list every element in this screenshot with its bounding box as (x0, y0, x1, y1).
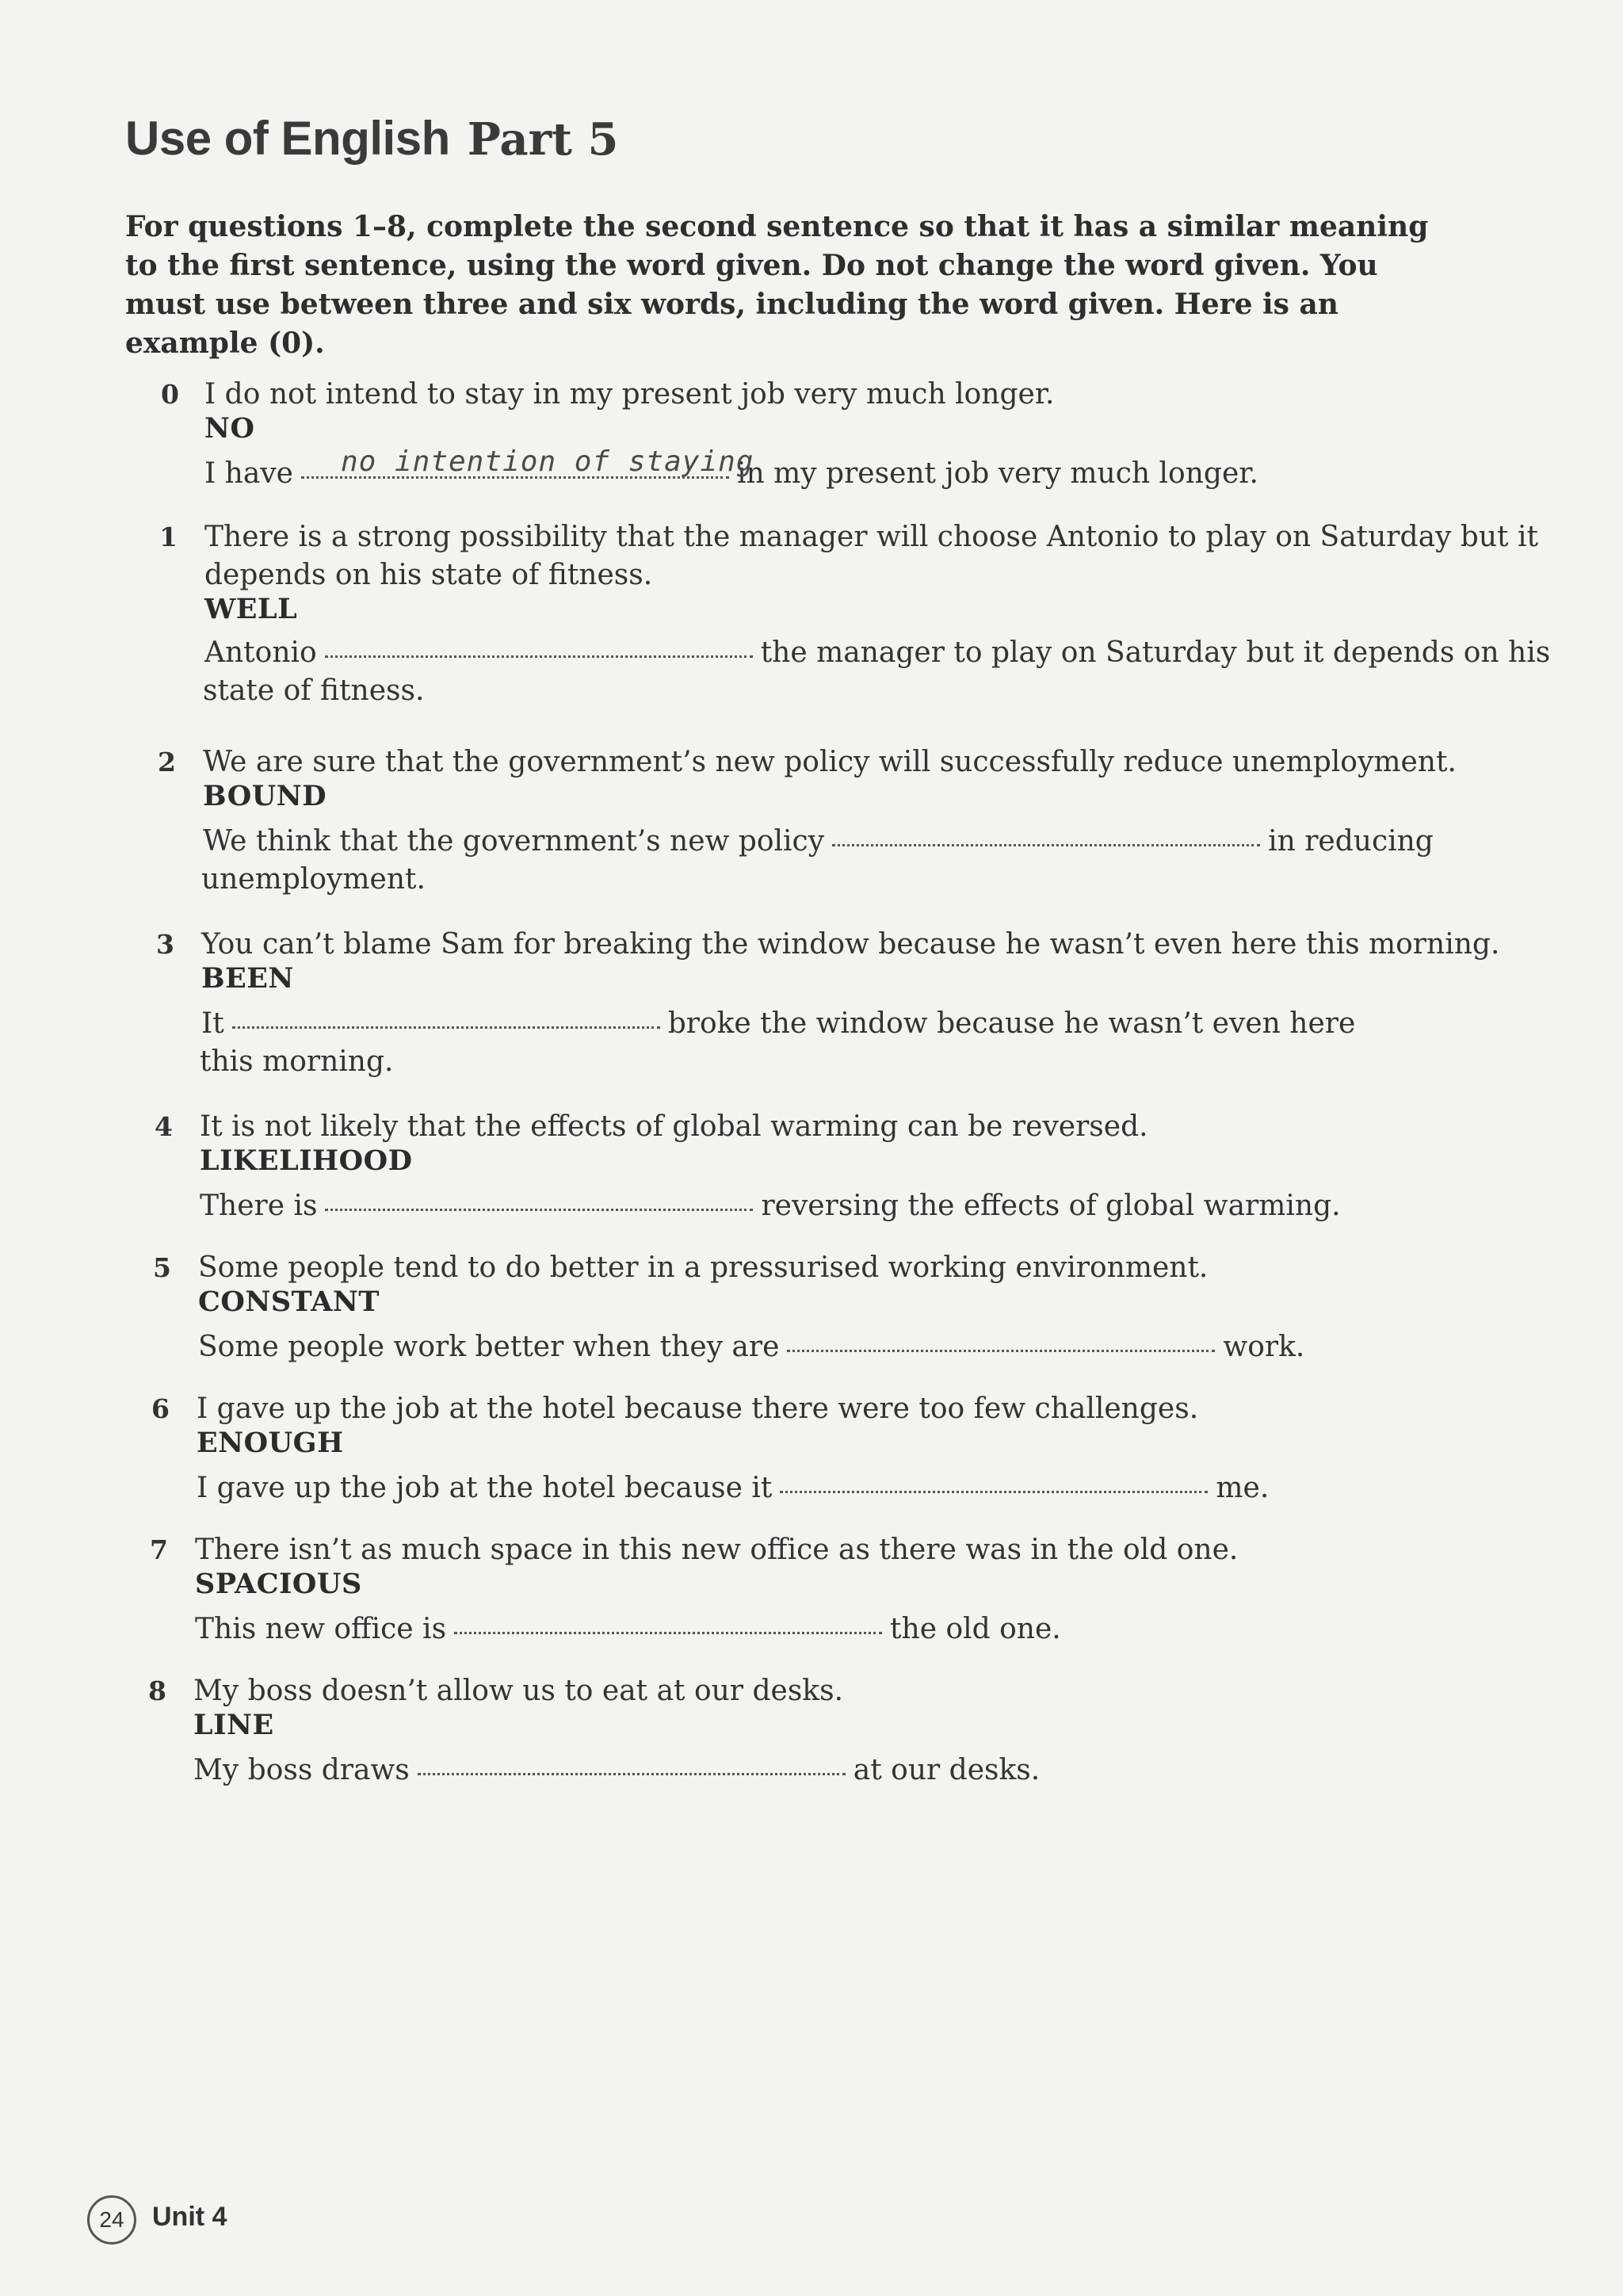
question-sentence: I do not intend to stay in my present job very much longer. (204, 378, 1055, 411)
keyword: LINE (193, 1709, 274, 1741)
keyword: LIKELIHOOD (200, 1144, 413, 1177)
answer-before: Some people work better when they are (198, 1331, 780, 1363)
answer-after: the manager to play on Saturday but it depends on his (760, 636, 1551, 669)
answer-sentence (193, 1752, 1040, 1790)
answer-before: There is (200, 1190, 318, 1222)
keyword: BOUND (203, 780, 327, 812)
question-sentence: Some people tend to do better in a pressurised working environment. (198, 1251, 1209, 1284)
unit-label: Unit 4 (152, 2202, 227, 2232)
answer-after: in my present job very much longer. (736, 457, 1258, 490)
question-number: 4 (155, 1111, 173, 1142)
answer-after: reversing the effects of global warming. (761, 1190, 1341, 1222)
keyword: BEEN (201, 962, 294, 995)
answer-sentence (204, 634, 1550, 672)
page-number-badge: 24 (87, 2195, 136, 2244)
answer-after: the old one. (890, 1613, 1061, 1645)
answer-sentence (195, 1610, 1061, 1648)
answer-sentence (203, 823, 1434, 861)
answer-sentence-cont: unemployment. (201, 863, 426, 896)
answer-before: My boss draws (193, 1754, 410, 1786)
answer-field[interactable] (325, 1208, 753, 1211)
answer-sentence-cont: state of fitness. (203, 674, 425, 707)
answer-field[interactable] (418, 1772, 846, 1775)
instructions: For questions 1–8, complete the second sentence so that it has a similar meaning to the first sentence, using the word given. Do not change the word given. You must use between three and six words, including the word given. Here is an example (0). (125, 210, 1429, 360)
keyword: NO (204, 412, 255, 445)
question-number: 1 (159, 521, 178, 552)
question-number: 3 (156, 929, 174, 960)
answer-field[interactable] (832, 843, 1260, 846)
answer-before: We think that the government’s new policy (203, 825, 825, 858)
answer-before: This new office is (195, 1613, 447, 1645)
question-number: 0 (161, 379, 179, 410)
handwritten-answer: no intention of staying (340, 445, 754, 478)
answer-field[interactable] (325, 655, 753, 658)
answer-sentence (198, 1328, 1304, 1366)
answer-field[interactable] (780, 1490, 1208, 1493)
question-sentence: You can’t blame Sam for breaking the window because he wasn’t even here this morning. (201, 928, 1500, 961)
answer-field[interactable] (454, 1631, 882, 1634)
keyword: ENOUGH (197, 1427, 344, 1459)
answer-sentence (200, 1187, 1341, 1225)
question-number: 7 (150, 1534, 168, 1565)
answer-after: at our desks. (853, 1754, 1041, 1786)
keyword: WELL (204, 593, 298, 625)
question-number: 5 (153, 1252, 171, 1283)
answer-before: I have (204, 457, 293, 490)
question-sentence: It is not likely that the effects of global warming can be reversed. (200, 1110, 1148, 1143)
answer-after: in reducing (1268, 825, 1434, 858)
question-sentence: My boss doesn’t allow us to eat at our desks. (193, 1675, 844, 1707)
question-sentence-cont: depends on his state of fitness. (204, 559, 653, 591)
question-number: 8 (148, 1675, 166, 1706)
answer-after: me. (1216, 1472, 1270, 1504)
answer-field[interactable] (232, 1026, 660, 1029)
page-title (125, 111, 618, 166)
keyword: CONSTANT (198, 1286, 380, 1318)
question-number: 6 (151, 1393, 170, 1424)
answer-after: work. (1223, 1331, 1305, 1363)
answer-sentence (204, 445, 1258, 493)
question-sentence: We are sure that the government’s new policy will successfully reduce unemployment. (203, 746, 1457, 778)
answer-before: It (201, 1007, 224, 1040)
answer-field[interactable] (301, 445, 754, 479)
question-sentence: There is a strong possibility that the manager will choose Antonio to play on Saturday but it (204, 521, 1538, 553)
answer-sentence (197, 1469, 1269, 1507)
keyword: SPACIOUS (195, 1568, 362, 1600)
title-part: Part 5 (467, 113, 619, 166)
question-number: 2 (158, 747, 176, 777)
answer-before: I gave up the job at the hotel because it (197, 1472, 773, 1504)
answer-sentence (201, 1005, 1355, 1043)
question-sentence: I gave up the job at the hotel because there were too few challenges. (197, 1392, 1199, 1425)
question-sentence: There isn’t as much space in this new office as there was in the old one. (195, 1534, 1239, 1566)
answer-before: Antonio (204, 636, 317, 669)
title-main: Use of English (125, 112, 450, 165)
answer-sentence-cont: this morning. (200, 1045, 394, 1078)
answer-field[interactable] (787, 1349, 1215, 1352)
answer-after: broke the window because he wasn’t even here (667, 1007, 1356, 1040)
